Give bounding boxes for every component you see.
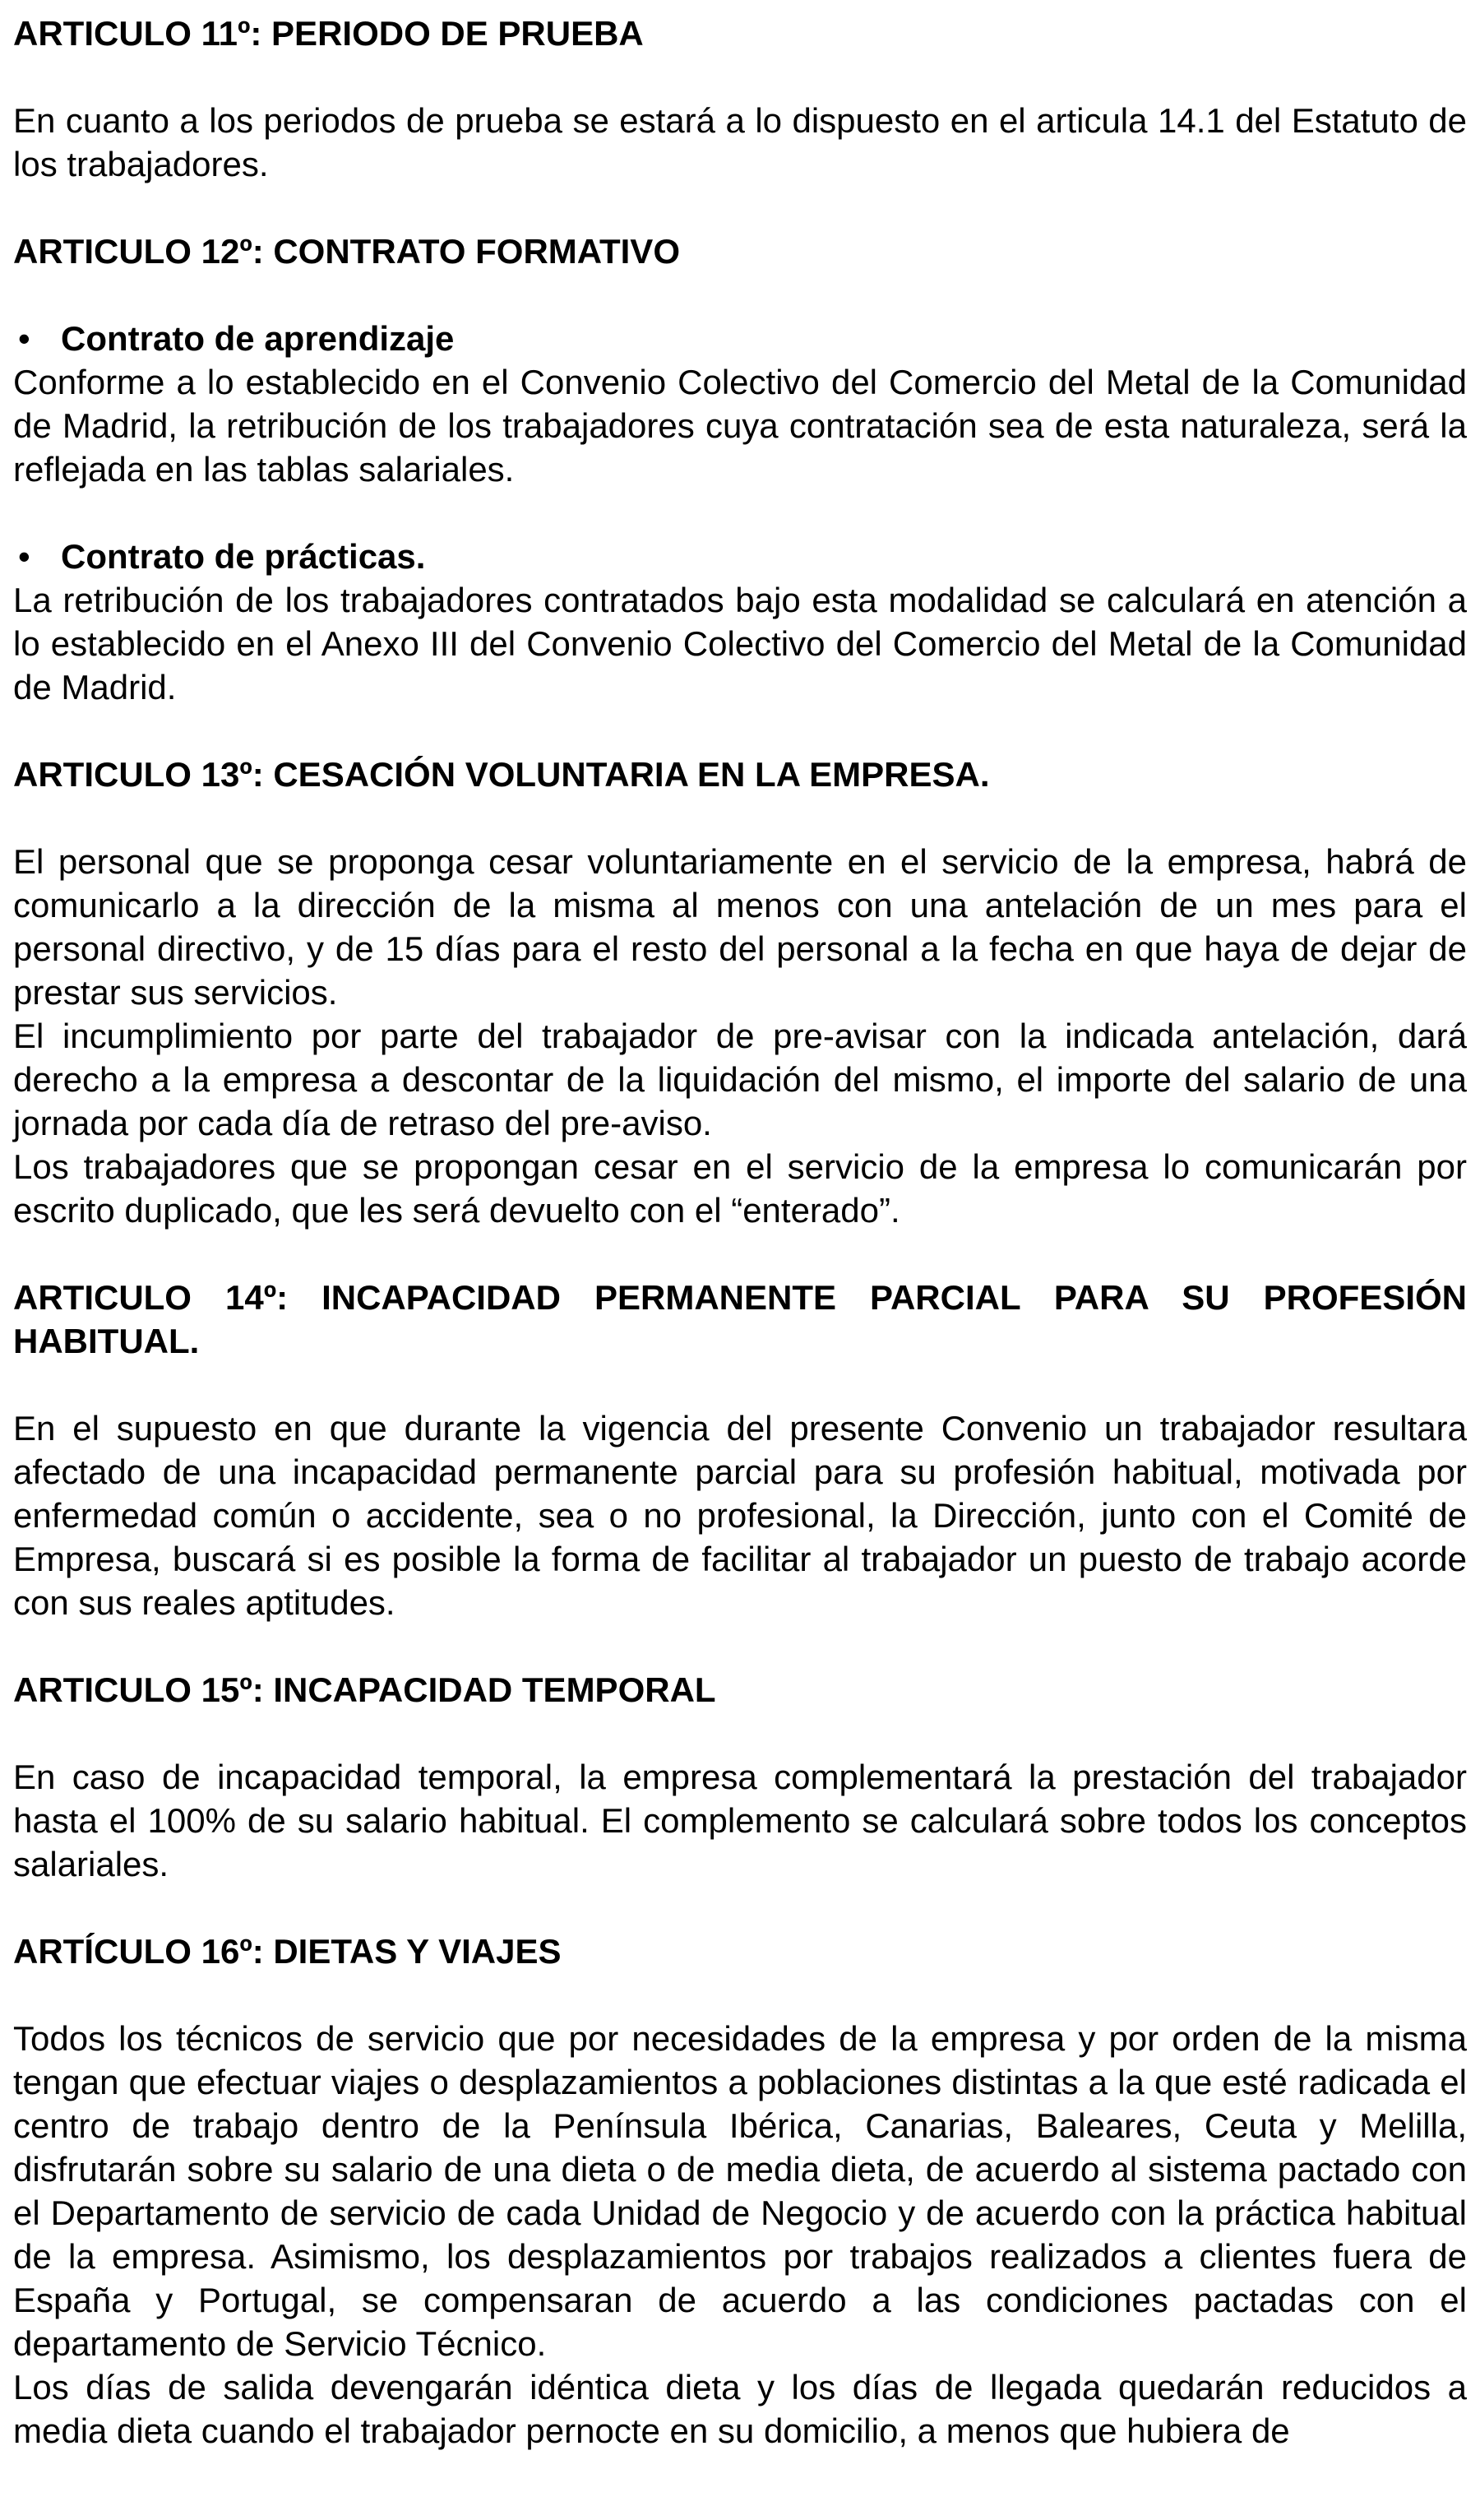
spacer bbox=[13, 1973, 1467, 2017]
spacer bbox=[13, 186, 1467, 229]
spacer bbox=[13, 1624, 1467, 1668]
spacer bbox=[13, 796, 1467, 840]
article-14-paragraph: En el supuesto en que durante la vigencia del presente Convenio un trabajador resultara afectado de una incapacidad permanente parcial para su profesión habitual, motivada por enfermedad común o accidente, sea o no profesional, la Dirección, junto con el Comité de Empresa, buscará si es posible la forma de facilitar al trabajador un puesto de trabajo acorde con sus reales aptitudes. bbox=[13, 1409, 1467, 1622]
spacer bbox=[13, 55, 1467, 99]
article-15-heading: ARTICULO 15º: INCAPACIDAD TEMPORAL bbox=[13, 1670, 716, 1709]
document-page bbox=[13, 12, 1467, 2453]
spacer bbox=[13, 491, 1467, 535]
article-13-paragraph-1: El personal que se proponga cesar voluntariamente en el servicio de la empresa, habrá de comunicarlo a la dirección de la misma al menos con una antelación de un mes para el personal directivo, y de 15 días para el resto del personal a la fecha en que haya de dejar de prestar sus servicios. bbox=[13, 842, 1467, 1012]
article-11-heading: ARTICULO 11º: PERIODO DE PRUEBA bbox=[13, 14, 644, 53]
article-13-heading: ARTICULO 13º: CESACIÓN VOLUNTARIA EN LA EMPRESA. bbox=[13, 755, 990, 794]
article-16-heading: ARTÍCULO 16º: DIETAS Y VIAJES bbox=[13, 1932, 562, 1971]
article-11-paragraph: En cuanto a los periodos de prueba se estará a lo dispuesto en el articula 14.1 del Estatuto de los trabajadores. bbox=[13, 101, 1467, 183]
spacer bbox=[13, 273, 1467, 317]
article-13-paragraph-2: El incumplimiento por parte del trabajador de pre-avisar con la indicada antelación, dará derecho a la empresa a descontar de la liquidación del mismo, el importe del salario de una jornada por cada día de retraso del pre-aviso. bbox=[13, 1017, 1467, 1142]
bullet-icon: • bbox=[18, 319, 30, 358]
spacer bbox=[13, 1712, 1467, 1755]
bullet-item-aprendizaje bbox=[13, 317, 1467, 360]
article-15-paragraph: En caso de incapacidad temporal, la empresa complementará la prestación del trabajador hasta el 100% de su salario habitual. El complemento se calculará sobre todos los conceptos salariales. bbox=[13, 1758, 1467, 1883]
article-12-practicas-text: La retribución de los trabajadores contratados bajo esta modalidad se calculará en atención a lo establecido en el Anexo III del Convenio Colectivo del Comercio del Metal de la Comunidad de Madrid. bbox=[13, 581, 1467, 706]
bullet-item-practicas bbox=[13, 535, 1467, 578]
article-14-heading: ARTICULO 14º: INCAPACIDAD PERMANENTE PARCIAL PARA SU PROFESIÓN HABITUAL. bbox=[13, 1278, 1467, 1360]
article-13-paragraph-3: Los trabajadores que se propongan cesar en el servicio de la empresa lo comunicarán por escrito duplicado, que les será devuelto con el “enterado”. bbox=[13, 1147, 1467, 1230]
article-12-heading: ARTICULO 12º: CONTRATO FORMATIVO bbox=[13, 232, 680, 271]
bullet-icon: • bbox=[18, 537, 30, 576]
spacer bbox=[13, 709, 1467, 753]
article-12-aprendizaje-text: Conforme a lo establecido en el Convenio Colectivo del Comercio del Metal de la Comunidad de Madrid, la retribución de los trabajadores cuya contratación sea de esta naturaleza, será la reflejada en las tablas salariales. bbox=[13, 363, 1467, 489]
bullet-label: Contrato de aprendizaje bbox=[61, 319, 455, 358]
bullet-label: Contrato de prácticas. bbox=[61, 537, 426, 576]
spacer bbox=[13, 1886, 1467, 1929]
article-16-paragraph-2: Los días de salida devengarán idéntica dieta y los días de llegada quedarán reducidos a media dieta cuando el trabajador pernocte en su domicilio, a menos que hubiera de bbox=[13, 2368, 1467, 2450]
spacer bbox=[13, 1232, 1467, 1276]
spacer bbox=[13, 1363, 1467, 1406]
article-16-paragraph-1: Todos los técnicos de servicio que por necesidades de la empresa y por orden de la misma tengan que efectuar viajes o desplazamientos a poblaciones distintas a la que esté radicada el centro de trabajo dentro de la Península Ibérica, Canarias, Baleares, Ceuta y Melilla, disfrutarán sobre su salario de una dieta o de media dieta, de acuerdo al sistema pactado con el Departamento de servicio de cada Unidad de Negocio y de acuerdo con la práctica habitual de la empresa. Asimismo, los desplazamientos por trabajos realizados a clientes fuera de España y Portugal, se compensaran de acuerdo a las condiciones pactadas con el departamento de Servicio Técnico. bbox=[13, 2019, 1467, 2363]
